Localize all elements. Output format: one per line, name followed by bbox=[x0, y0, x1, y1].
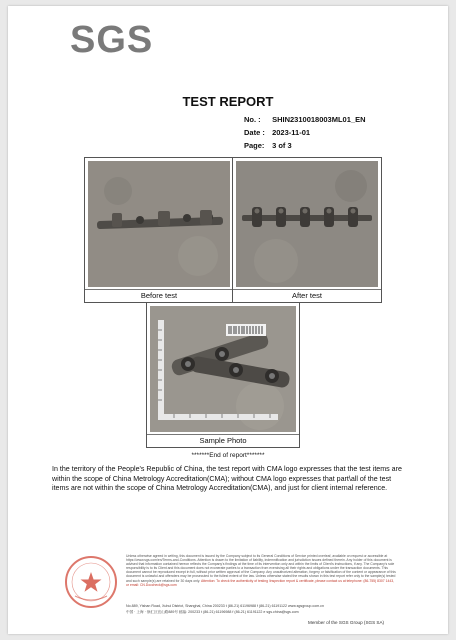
report-page-label: Page: bbox=[244, 141, 265, 150]
after-test-caption: After test bbox=[233, 289, 381, 302]
footer-disclaimer bbox=[126, 554, 396, 587]
report-number-value: SHIN2310018003ML01_EN bbox=[272, 115, 366, 124]
sgs-logo: SGS bbox=[70, 19, 154, 61]
after-test-photo bbox=[236, 161, 378, 287]
report-page-line bbox=[244, 141, 292, 150]
report-date-label: Date : bbox=[244, 128, 265, 137]
before-test-photo-frame bbox=[84, 157, 234, 303]
report-number-line bbox=[244, 115, 366, 124]
report-page bbox=[8, 6, 448, 634]
after-test-photo-frame bbox=[232, 157, 382, 303]
before-test-caption: Before test bbox=[85, 289, 233, 302]
report-number-label: No. : bbox=[244, 115, 261, 124]
member-statement: Member of the SGS Group (SGS SA) bbox=[308, 620, 385, 625]
sample-photo-frame bbox=[146, 302, 300, 448]
before-test-photo bbox=[88, 161, 230, 287]
report-date-line bbox=[244, 128, 310, 137]
company-seal-stamp bbox=[63, 554, 119, 610]
address-chinese: 中国 · 上海 · 徐汇区宜山路889号 邮编: 200233 t (86-21) 61196988 f (86-21) 61191122 e sgs.china@sgs.com bbox=[126, 610, 299, 614]
end-of-report: *******End of report******* bbox=[191, 452, 265, 459]
report-page-value: 3 of 3 bbox=[272, 141, 292, 150]
sample-photo-caption: Sample Photo bbox=[147, 434, 299, 447]
disclaimer-text: Unless otherwise agreed in writing, this document is issued by the Company subject to its General Conditions of Service printed overleaf, available on request or accessible at https://www.sgs.com/en/Terms-and-Conditions. Attention is drawn to the limitation of liability, indemnification and jurisdiction issues defined therein. Any holder of this document is advised that information contained hereon reflects the Company's findings at the time of its intervention only and within the limits of Client's instructions, if any. The Company's sole responsibility is to its Client and this document does not exonerate parties to a transaction from exercising all their rights and obligations under the transaction documents. This document cannot be reproduced except in full, without prior written approval of the Company. Any unauthorized alteration, forgery or falsification of the content or appearance of this document is unlawful and offenders may be prosecuted to the fullest extent of the law. Unless otherwise stated the results shown in this test report refer only to the sample(s) tested and such sample(s) are retained for 30 days only. bbox=[126, 554, 396, 583]
report-title: TEST REPORT bbox=[182, 94, 274, 109]
report-date-value: 2023-11-01 bbox=[272, 128, 311, 137]
cma-statement: In the territory of the People's Republic of China, the test report with CMA logo expresses that the test items are within the scope of China Metrology Accreditation(CMA); without CMA logo expresses that part\all of the test items are not within the scope of China Metrology Accreditation(CMA), and just for client internal reference. bbox=[52, 465, 402, 493]
sample-photo bbox=[150, 306, 296, 432]
authenticity-alert: Attention: To check the authenticity of testing /inspection report & certificate, please contact us at telephone: (86-755) 8307 1443, or email: CN.Doccheck@sgs.com bbox=[126, 578, 395, 587]
address-english: No.889, Yishan Road, Xuhui District, Shanghai, China 200233 t (86-21) 61196988 f (86-21) 61191122 www.sgsgroup.com.cn bbox=[126, 604, 324, 608]
